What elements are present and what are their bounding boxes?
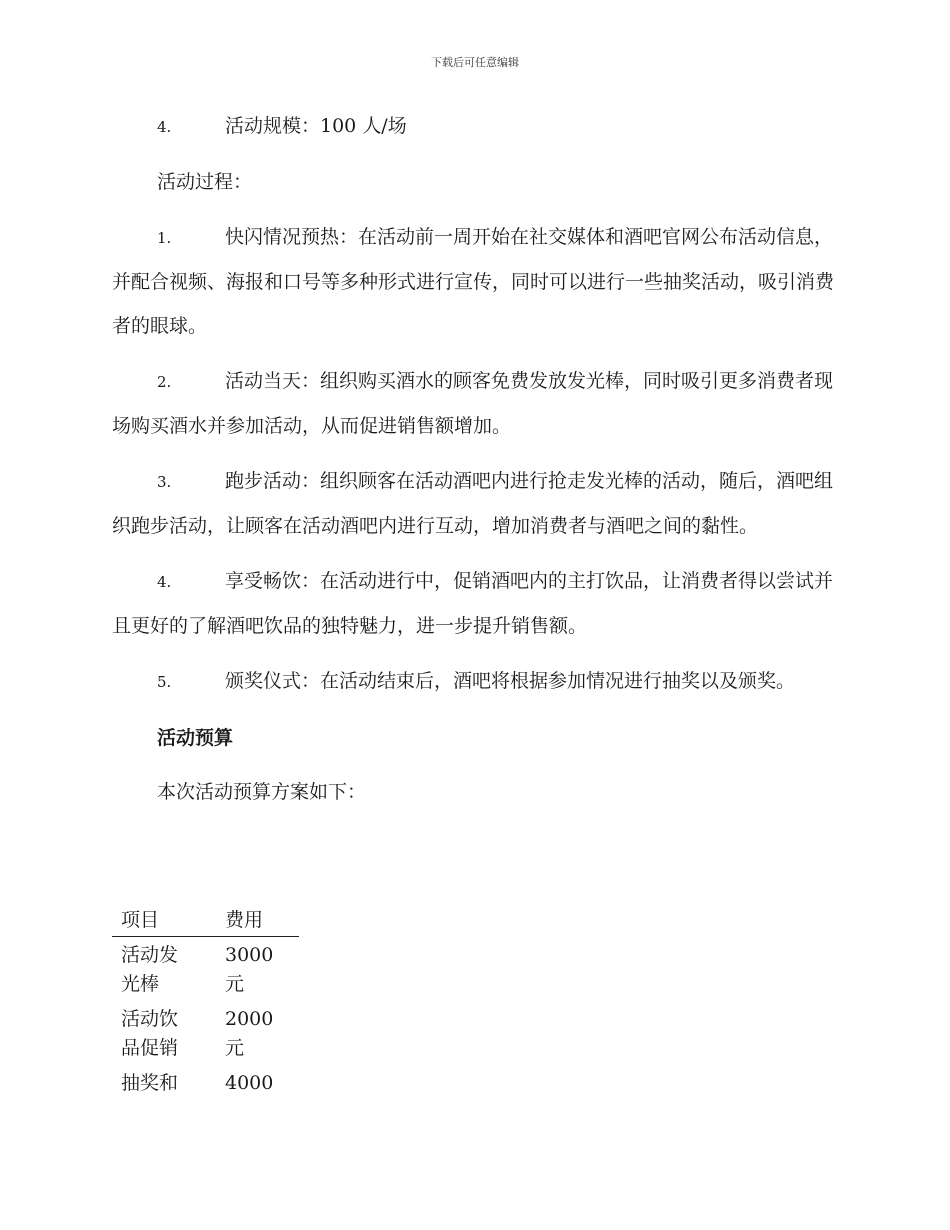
step-text: 活动当天：组织购买酒水的顾客免费发放发光棒，同时吸引更多消费者现场购买酒水并参加活动，从而促进销售额增加。 <box>112 370 834 437</box>
table-row <box>112 1065 299 1100</box>
cost-cell <box>216 1065 299 1100</box>
list-number: 1. <box>157 229 172 247</box>
item-cell <box>112 937 216 1002</box>
item-text: 活动发 <box>121 944 179 966</box>
cost-cell <box>216 937 299 1002</box>
step-item <box>112 559 834 648</box>
cost-text: 3000 <box>225 944 274 966</box>
item-cell <box>112 1065 216 1100</box>
page-header: 下载后可任意编辑 <box>431 56 519 69</box>
cost-cell <box>216 1001 299 1065</box>
list-number: 5. <box>157 673 172 691</box>
column-header-cost: 费用 <box>216 902 299 937</box>
cost-unit: 元 <box>225 973 245 995</box>
list-number: 4. <box>157 573 172 591</box>
step-text: 跑步活动：组织顾客在活动酒吧内进行抢走发光棒的活动，随后，酒吧组织跑步活动，让顾客在活动酒吧内进行互动，增加消费者与酒吧之间的黏性。 <box>112 470 834 537</box>
budget-heading: 活动预算 <box>157 727 234 749</box>
step-item <box>112 659 834 704</box>
list-number: 3. <box>157 473 172 491</box>
list-number: 2. <box>157 373 172 391</box>
step-text: 颁奖仪式：在活动结束后，酒吧将根据参加情况进行抽奖以及颁奖。 <box>225 670 796 692</box>
item-text: 品促销 <box>121 1037 179 1059</box>
cost-text: 2000 <box>225 1008 274 1030</box>
step-text: 享受畅饮：在活动进行中，促销酒吧内的主打饮品，让消费者得以尝试并且更好的了解酒吧饮品的独特魅力，进一步提升销售额。 <box>112 570 834 637</box>
budget-intro: 本次活动预算方案如下： <box>157 781 367 803</box>
step-item <box>112 359 834 448</box>
table-header-row <box>112 902 299 937</box>
step-text: 快闪情况预热：在活动前一周开始在社交媒体和酒吧官网公布活动信息，并配合视频、海报和口号等多种形式进行宣传，同时可以进行一些抽奖活动，吸引消费者的眼球。 <box>112 226 835 337</box>
process-title: 活动过程： <box>157 171 253 193</box>
budget-table <box>112 902 299 1100</box>
item-text: 抽奖和 <box>121 1072 179 1094</box>
scale-text: 活动规模：100 人/场 <box>225 115 407 137</box>
table-row <box>112 937 299 1002</box>
item-text: 光棒 <box>121 973 160 995</box>
cost-unit: 元 <box>225 1037 245 1059</box>
column-header-item: 项目 <box>112 902 216 937</box>
item-cell <box>112 1001 216 1065</box>
step-item <box>112 215 834 348</box>
item-text: 活动饮 <box>121 1008 179 1030</box>
step-item <box>112 459 834 548</box>
list-number: 4. <box>157 118 172 136</box>
scale-line <box>112 104 834 149</box>
cost-text: 4000 <box>225 1072 274 1094</box>
document-body <box>112 104 834 814</box>
table-row <box>112 1001 299 1065</box>
